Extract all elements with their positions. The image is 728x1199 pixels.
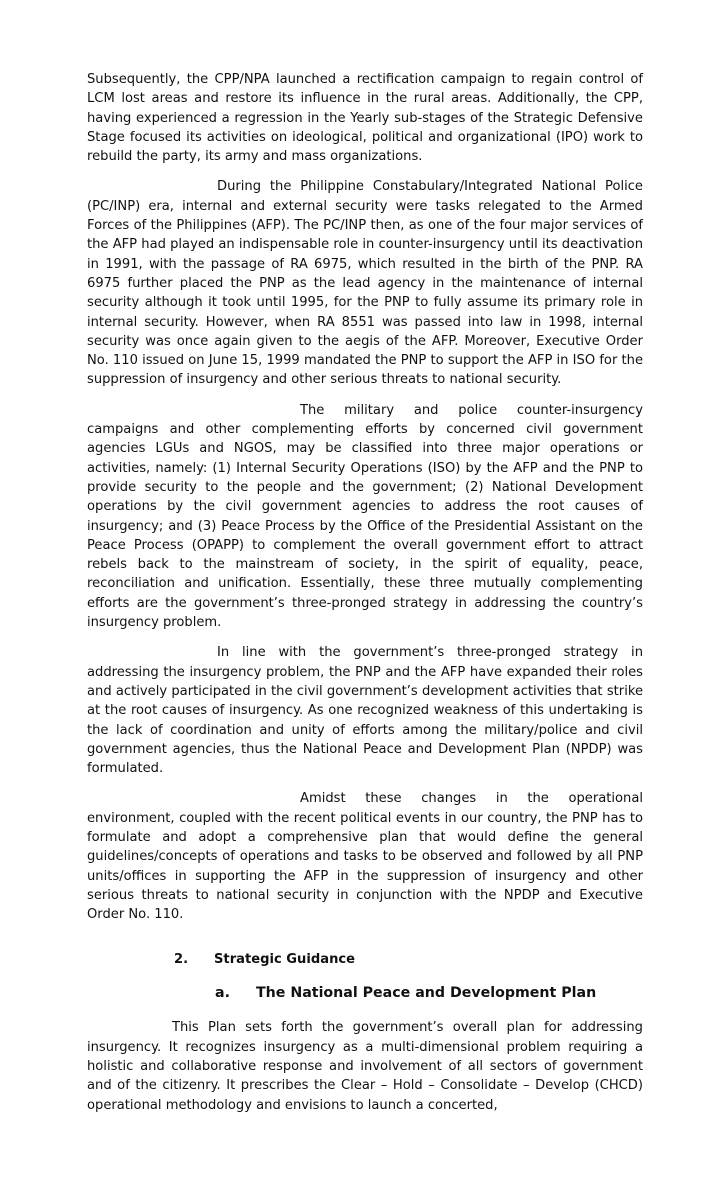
paragraph-operational-environment: Amidst these changes in the operational environment, coupled with the recent political events in our country, the PNP has to formulate and adopt a comprehensive plan that would define the general guidelines/concepts of operations and tasks to be observed and followed by all PNP units/offices in supporting the AFP in the suppression of insurgency and other serious threats to national security in conjunction with the NPDP and Executive Order No. 110. xyxy=(87,791,643,923)
section-number: 2. xyxy=(174,952,189,968)
document-page xyxy=(87,70,643,1115)
paragraph-three-pronged-strategy: In line with the government’s three-pronged strategy in addressing the insurgency problem, the PNP and the AFP have expanded their roles and actively participated in the civil government’s development activities that strike at the root causes of insurgency. As one recognized weakness of this undertaking is the lack of coordination and unity of efforts among the military/police and civil government agencies, thus the National Peace and Development Plan (NPDP) was formulated. xyxy=(87,645,643,777)
subsection-title: The National Peace and Development Plan xyxy=(256,985,597,1002)
section-title: Strategic Guidance xyxy=(214,952,356,968)
subsection-heading xyxy=(87,984,643,1006)
paragraph-rectification: Subsequently, the CPP/NPA launched a rectification campaign to regain control of LCM lost areas and restore its influence in the rural areas. Additionally, the CPP, having experienced a regression in the Yearly sub-stages of the Strategic Defensive Stage focused its activities on ideological, political and organizational (IPO) work to rebuild the party, its army and mass organizations. xyxy=(87,72,643,165)
paragraph-pc-inp-era: During the Philippine Constabulary/Integrated National Police (PC/INP) era, internal and external security were tasks relegated to the Armed Forces of the Philippines (AFP). The PC/INP then, as one of the four major services of the AFP had played an indispensable role in counter-insurgency until its deactivation in 1991, with the passage of RA 6975, which resulted in the birth of the PNP. RA 6975 further placed the PNP as the lead agency in the maintenance of internal security although it took until 1995, for the PNP to fully assume its primary role in internal security. However, when RA 8551 was passed into law in 1998, internal security was once again given to the aegis of the AFP. Moreover, Executive Order No. 110 issued on June 15, 1999 mandated the PNP to support the AFP in ISO for the suppression of insurgency and other serious threats to national security. xyxy=(87,179,643,388)
paragraph-npdp-plan: This Plan sets forth the government’s overall plan for addressing insurgency. It recognizes insurgency as a multi-dimensional problem requiring a holistic and collaborative response and involvement of all sectors of government and of the citizenry. It prescribes the Clear – Hold – Consolidate – Develop (CHCD) operational methodology and envisions to launch a concerted, xyxy=(87,1020,643,1113)
section-heading xyxy=(87,950,643,970)
subsection-number: a. xyxy=(215,985,230,1002)
paragraph-counter-insurgency-campaigns: The military and police counter-insurgency campaigns and other complementing efforts by concerned civil government agencies LGUs and NGOS, may be classified into three major operations or activities, namely: (1) Internal Security Operations (ISO) by the AFP and the PNP to provide security to the people and the government; (2) National Development operations by the civil government agencies to address the root causes of insurgency; and (3) Peace Process by the Office of the Presidential Assistant on the Peace Process (OPAPP) to complement the overall government effort to attract rebels back to the mainstream of society, in the spirit of equality, peace, reconciliation and unification. Essentially, these three mutually complementing efforts are the government’s three-pronged strategy in addressing the country’s insurgency problem. xyxy=(87,402,643,631)
